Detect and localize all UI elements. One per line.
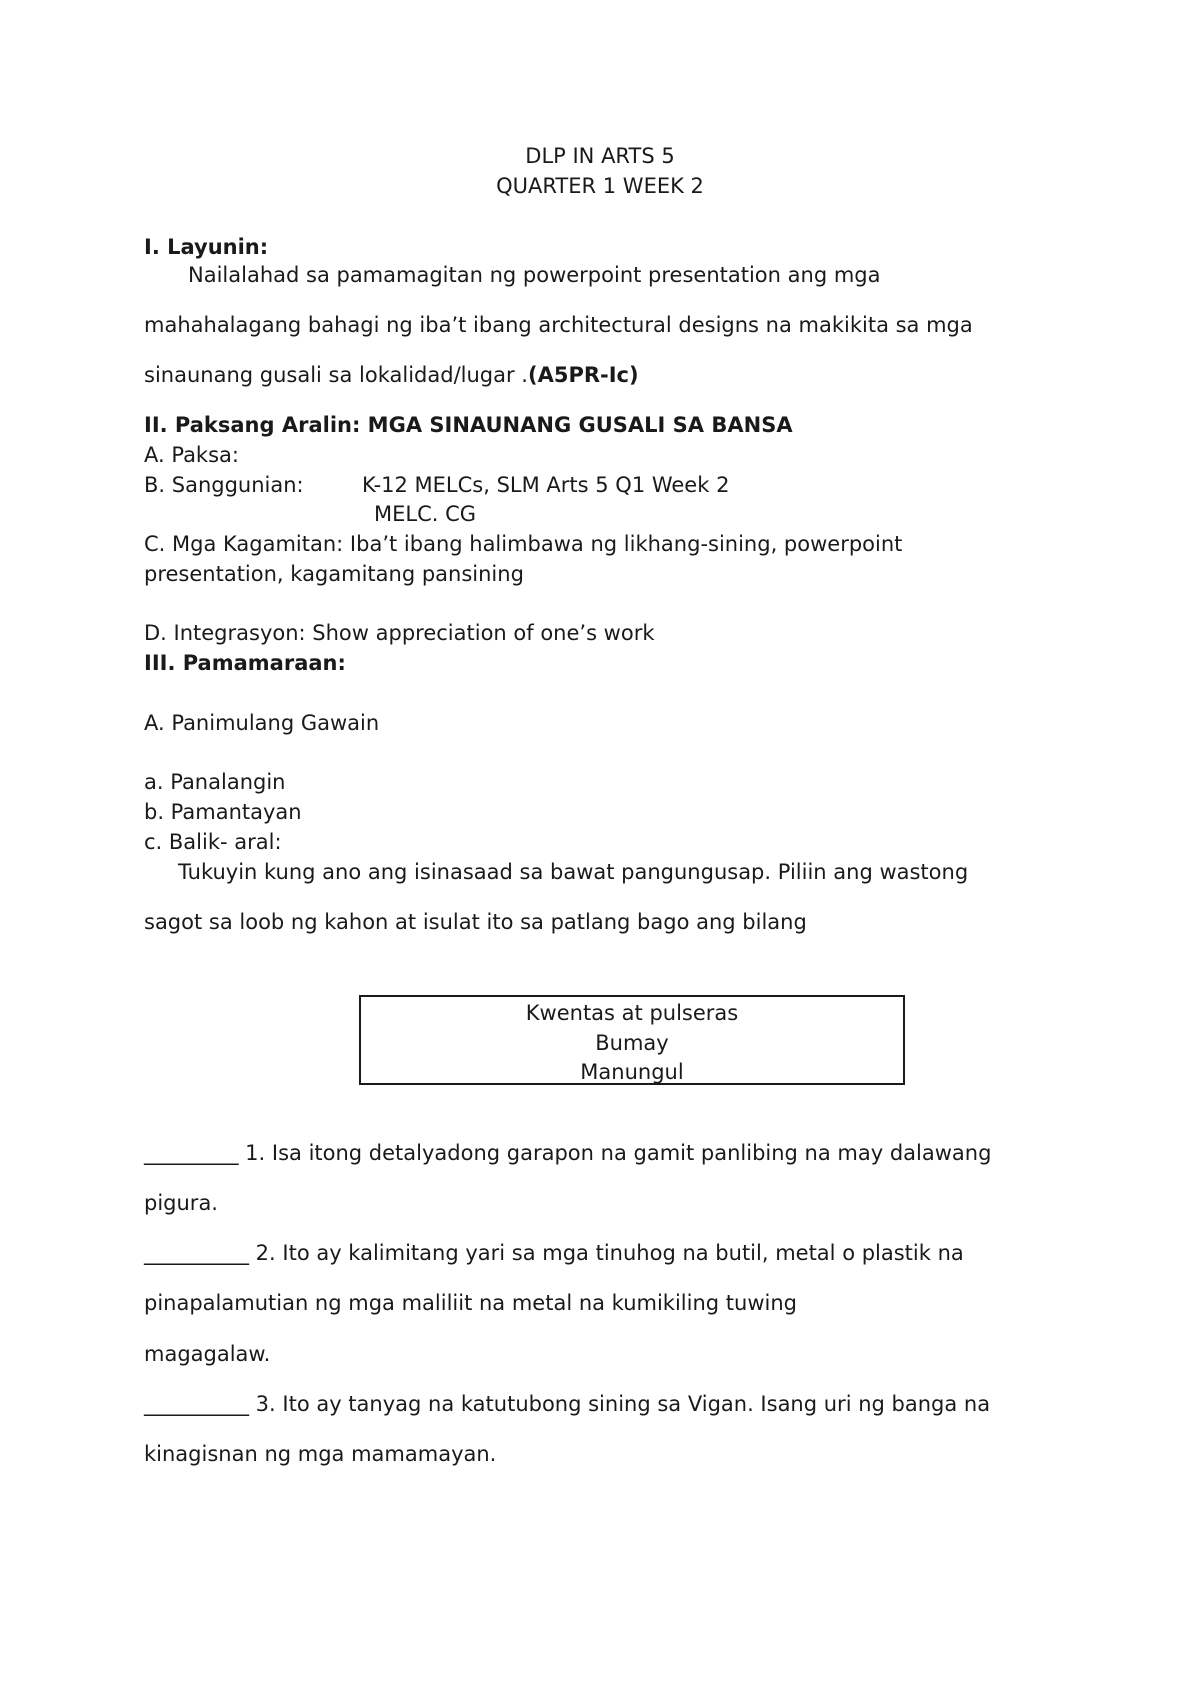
layunin-text-line2: mahahalagang bahagi ng iba’t ibang architectural designs na makikita sa mga bbox=[144, 313, 973, 337]
layunin-text-line1: Nailalahad sa pamamagitan ng powerpoint presentation ang mga bbox=[188, 263, 881, 287]
layunin-text-line3 bbox=[144, 361, 639, 389]
choice-item: Kwentas at pulseras bbox=[525, 1001, 739, 1025]
question-3-line2: kinagisnan ng mga mamamayan. bbox=[144, 1442, 497, 1466]
pamamaraan-heading: III. Pamamaraan: bbox=[144, 651, 346, 675]
sanggunian-value: K-12 MELCs, SLM Arts 5 Q1 Week 2 bbox=[362, 473, 730, 497]
choice-item: Manungul bbox=[580, 1060, 684, 1084]
list-item-pamantayan: b. Pamantayan bbox=[144, 800, 302, 824]
list-item-balik-aral: c. Balik- aral: bbox=[144, 830, 282, 854]
paksang-aralin-heading: II. Paksang Aralin: MGA SINAUNANG GUSALI SA BANSA bbox=[144, 413, 793, 437]
document-subtitle: QUARTER 1 WEEK 2 bbox=[496, 174, 704, 198]
competency-code: (A5PR-Ic) bbox=[527, 363, 639, 387]
instruction-line2: sagot sa loob ng kahon at isulat ito sa patlang bago ang bilang bbox=[144, 910, 807, 934]
paksa-label: A. Paksa: bbox=[144, 443, 239, 467]
document-title: DLP IN ARTS 5 bbox=[525, 144, 675, 168]
kagamitan-line1: C. Mga Kagamitan: Iba’t ibang halimbawa ng likhang-sining, powerpoint bbox=[144, 532, 903, 556]
question-2-line2: pinapalamutian ng mga maliliit na metal na kumikiling tuwing bbox=[144, 1291, 797, 1315]
question-3-line1: __________ 3. Ito ay tanyag na katutubong sining sa Vigan. Isang uri ng banga na bbox=[144, 1392, 991, 1416]
answer-choices-box bbox=[359, 995, 905, 1085]
sanggunian-value-2: MELC. CG bbox=[374, 502, 477, 526]
question-1-line1: _________ 1. Isa itong detalyadong garapon na gamit panlibing na may dalawang bbox=[144, 1141, 992, 1165]
question-1-line2: pigura. bbox=[144, 1191, 218, 1215]
panimulang-gawain: A. Panimulang Gawain bbox=[144, 711, 380, 735]
choice-item: Bumay bbox=[595, 1031, 669, 1055]
kagamitan-line2: presentation, kagamitang pansining bbox=[144, 562, 524, 586]
integrasyon-line: D. Integrasyon: Show appreciation of one’s work bbox=[144, 621, 655, 645]
question-2-line1: __________ 2. Ito ay kalimitang yari sa mga tinuhog na butil, metal o plastik na bbox=[144, 1241, 964, 1265]
sanggunian-label: B. Sanggunian: bbox=[144, 473, 304, 497]
layunin-heading: I. Layunin: bbox=[144, 235, 269, 259]
list-item-panalangin: a. Panalangin bbox=[144, 770, 286, 794]
instruction-line1: Tukuyin kung ano ang isinasaad sa bawat pangungusap. Piliin ang wastong bbox=[178, 860, 969, 884]
layunin-text-line3-main: sinaunang gusali sa lokalidad/lugar . bbox=[144, 363, 528, 387]
question-2-line3: magagalaw. bbox=[144, 1342, 271, 1366]
